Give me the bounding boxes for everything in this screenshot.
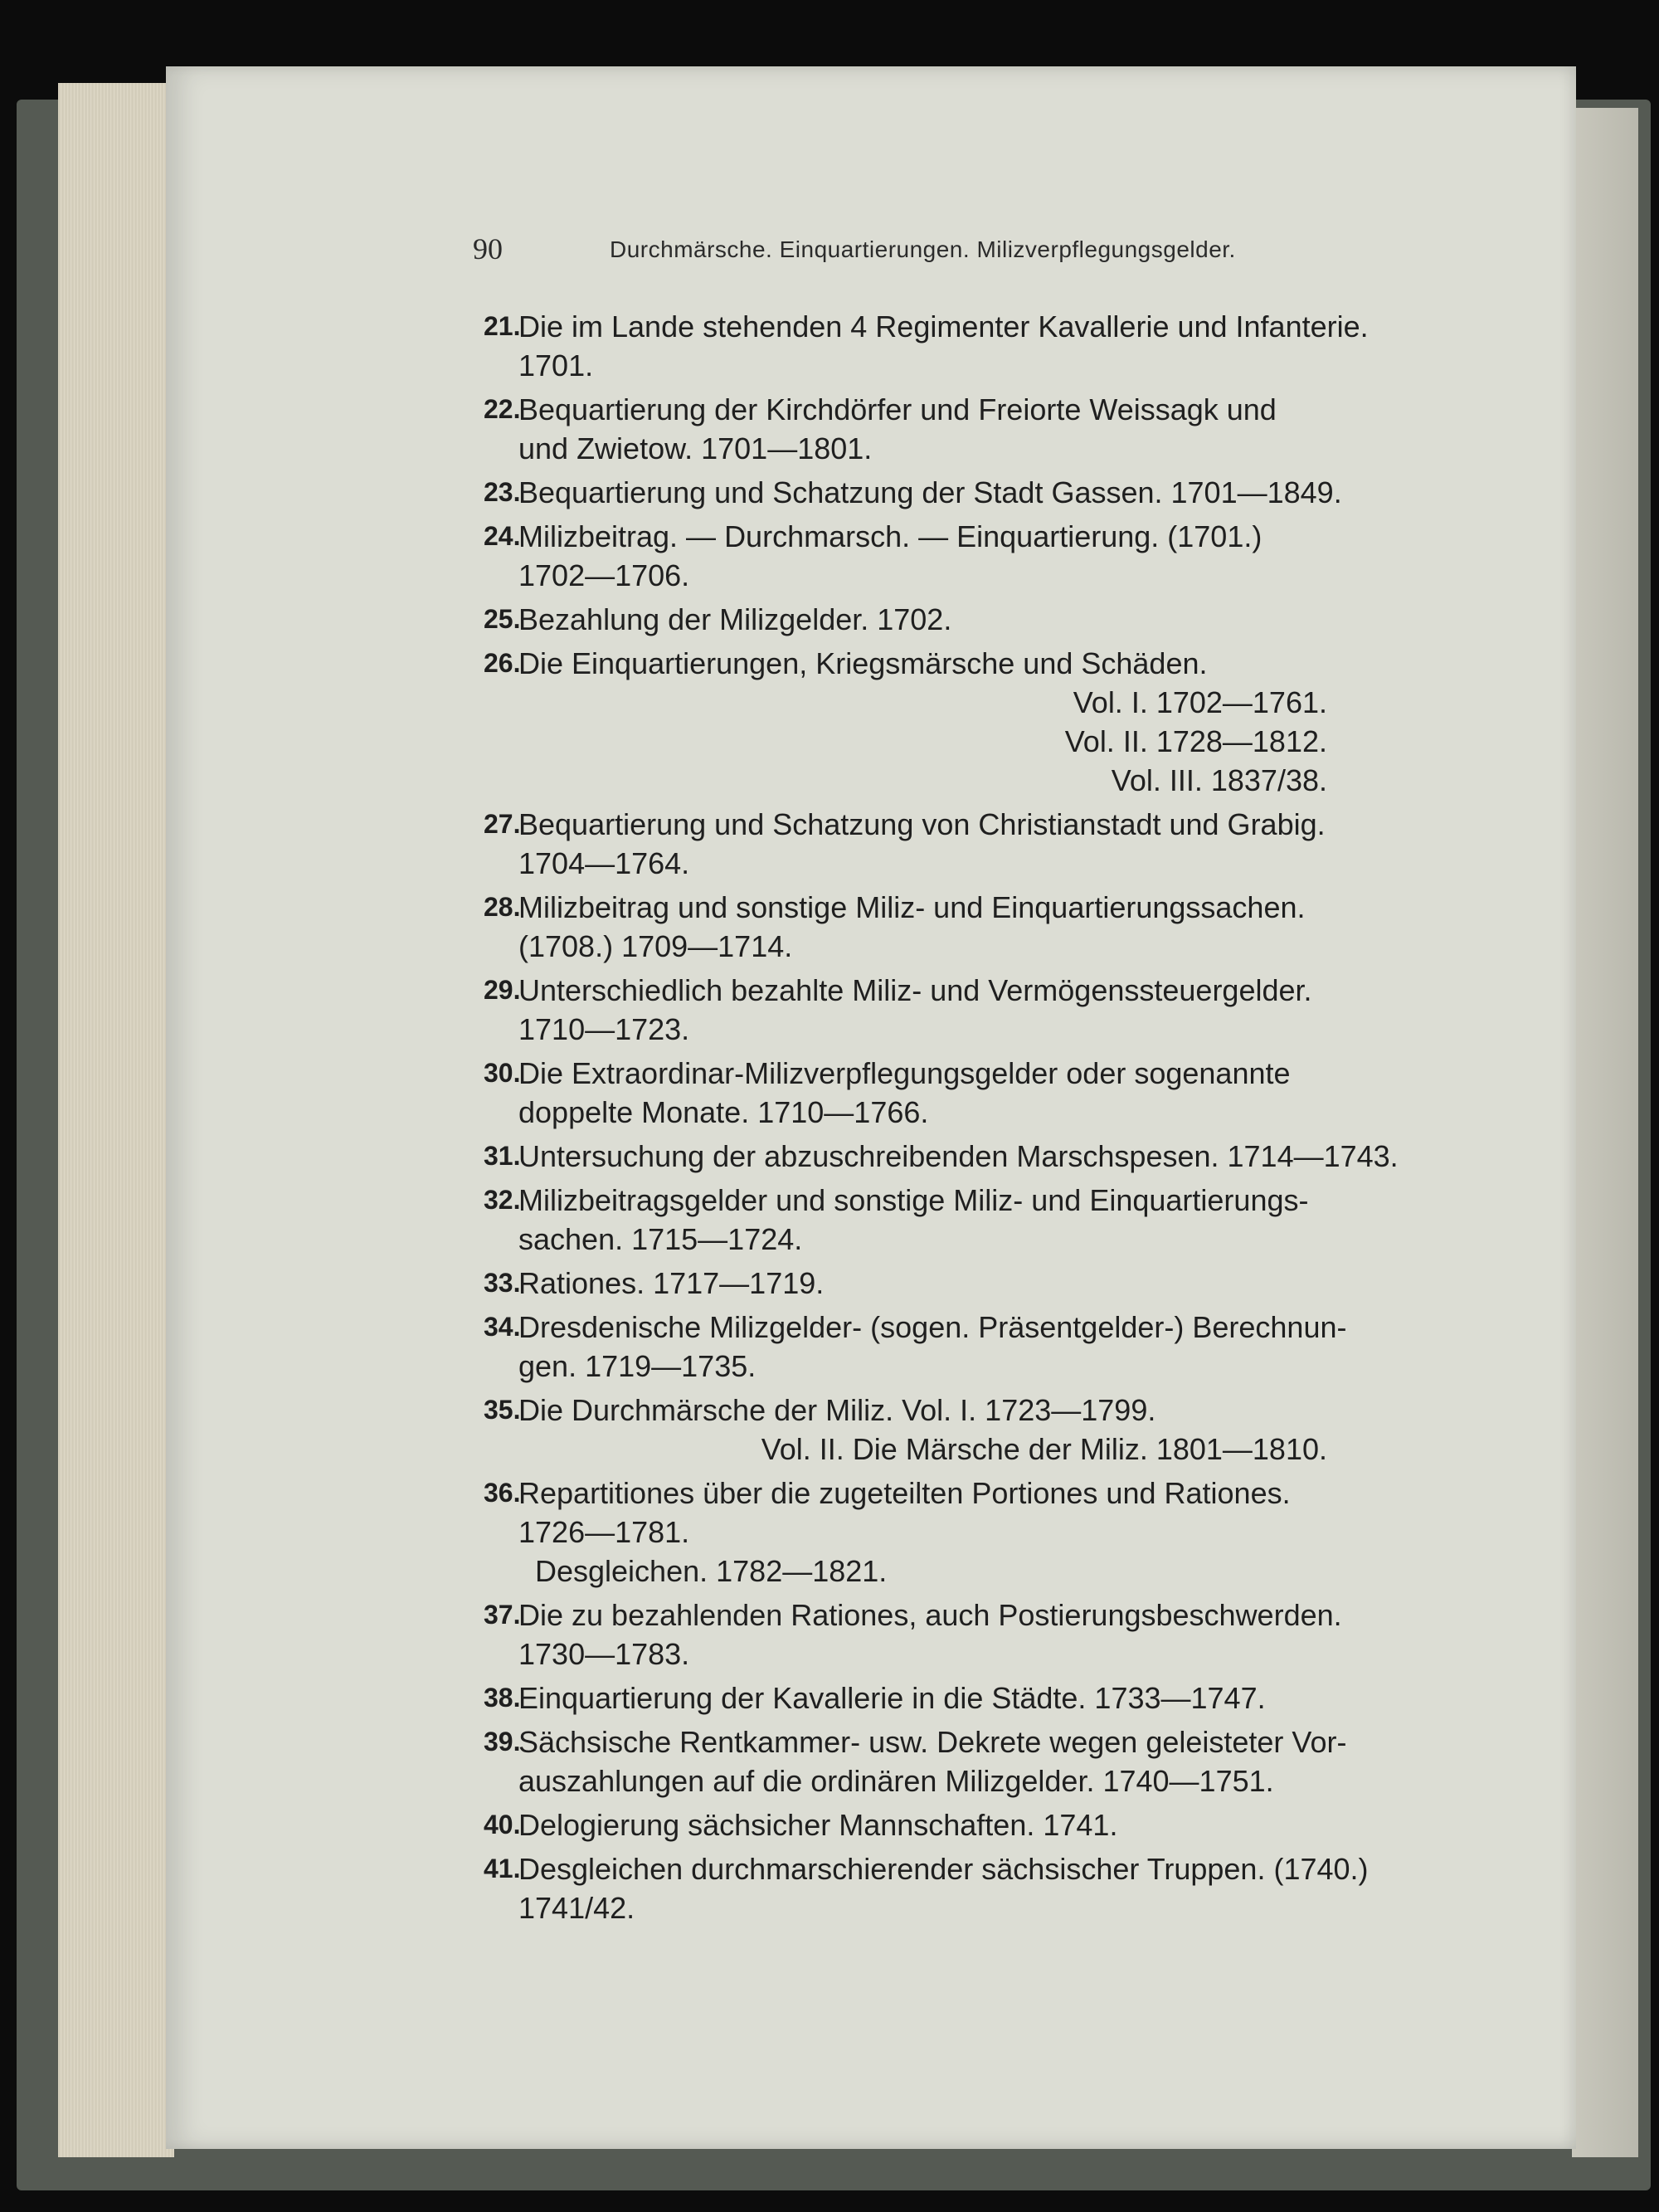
entry-number: 34. (484, 1312, 521, 1342)
list-item (485, 971, 1489, 1049)
entry-number: 31. (484, 1141, 521, 1171)
list-item (485, 1805, 1489, 1844)
entry-line: Bezahlung der Milizgelder. 1702. (518, 602, 952, 636)
entry-number: 37. (484, 1600, 521, 1630)
entry-number: 28. (484, 892, 521, 922)
list-item (485, 1722, 1489, 1800)
entry-number: 26. (484, 648, 521, 678)
list-item (485, 307, 1489, 385)
entry-line: 1710—1723. (518, 1012, 690, 1046)
entry-line: und Zwietow. 1701—1801. (518, 431, 873, 465)
entry-volume-line: Vol. I. 1702—1761. (1073, 685, 1327, 719)
entry-line: doppelte Monate. 1710—1766. (518, 1095, 929, 1129)
list-item (485, 805, 1489, 883)
entry-line: Die Einquartierungen, Kriegsmärsche und Schäden. (518, 646, 1208, 680)
entry-line: Bequartierung und Schatzung von Christianstadt und Grabig. (518, 807, 1326, 841)
entry-number: 29. (484, 975, 521, 1005)
entry-line: 1702—1706. (518, 558, 690, 592)
entry-line: sachen. 1715—1724. (518, 1222, 803, 1256)
list-item (485, 1596, 1489, 1674)
entry-number: 39. (484, 1727, 521, 1756)
list-item (485, 644, 1489, 800)
entry-line: Die zu bezahlenden Rationes, auch Postierungsbeschwerden. (518, 1598, 1342, 1632)
entry-number: 22. (484, 394, 521, 424)
entry-line: Bequartierung der Kirchdörfer und Freiorte Weissagk und (518, 392, 1277, 426)
list-item (485, 1474, 1489, 1591)
entry-line: Rationes. 1717—1719. (518, 1266, 825, 1300)
facing-page-edge (1572, 108, 1638, 2157)
entry-volume-line: Vol. II. 1728—1812. (1064, 724, 1327, 758)
entry-line: Delogierung sächsicher Mannschaften. 1741. (518, 1808, 1118, 1842)
list-item (485, 1264, 1489, 1303)
list-item (485, 473, 1489, 512)
entry-line: Die Durchmärsche der Miliz. Vol. I. 1723—1799. (518, 1393, 1156, 1427)
entry-line: Einquartierung der Kavallerie in die Städte. 1733—1747. (518, 1681, 1266, 1715)
list-item (485, 1137, 1489, 1176)
list-item (485, 517, 1489, 595)
entry-line: 1701. (518, 348, 594, 382)
list-item (485, 1391, 1489, 1469)
entry-line: 1704—1764. (518, 846, 690, 880)
entry-number: 40. (484, 1810, 521, 1839)
list-item (485, 390, 1489, 468)
entry-line: Milizbeitrag. — Durchmarsch. — Einquartierung. (1701.) (518, 519, 1262, 553)
entry-number: 32. (484, 1185, 521, 1215)
entry-number: 35. (484, 1395, 521, 1425)
entry-line: auszahlungen auf die ordinären Milizgelder. 1740—1751. (518, 1764, 1274, 1798)
entry-line: Die im Lande stehenden 4 Regimenter Kavallerie und Infanterie. (518, 309, 1369, 343)
entry-line: Die Extraordinar-Milizverpflegungsgelder oder sogenannte (518, 1056, 1291, 1090)
entry-line: (1708.) 1709—1714. (518, 929, 793, 963)
entry-line: 1726—1781. (518, 1515, 690, 1549)
entry-line: Untersuchung der abzuschreibenden Marschspesen. 1714—1743. (518, 1139, 1399, 1173)
running-title: Durchmärsche. Einquartierungen. Milizverpflegungsgelder. (610, 236, 1236, 262)
list-item (485, 1678, 1489, 1717)
entry-number: 27. (484, 809, 521, 839)
entry-list (485, 307, 1489, 1932)
list-item (485, 1054, 1489, 1132)
entry-number: 30. (484, 1058, 521, 1088)
list-item (485, 888, 1489, 966)
entry-number: 25. (484, 604, 521, 634)
page-number: 90 (473, 232, 503, 266)
entry-number: 38. (484, 1683, 521, 1713)
list-item (485, 1849, 1489, 1927)
entry-line: Desgleichen durchmarschierender sächsischer Truppen. (1740.) (518, 1852, 1369, 1886)
entry-number: 33. (484, 1268, 521, 1298)
list-item (485, 600, 1489, 639)
entry-number: 41. (484, 1854, 521, 1883)
list-item (485, 1308, 1489, 1386)
entry-line: Milizbeitrag und sonstige Miliz- und Einquartierungssachen. (518, 890, 1306, 924)
entry-number: 36. (484, 1478, 521, 1508)
entry-line: 1741/42. (518, 1891, 635, 1925)
page-block-edge (58, 83, 174, 2157)
entry-extra-line: Desgleichen. 1782—1821. (535, 1554, 888, 1588)
entry-line: Repartitiones über die zugeteilten Portiones und Rationes. (518, 1476, 1291, 1510)
entry-volume-line: Vol. II. Die Märsche der Miliz. 1801—1810. (761, 1432, 1327, 1466)
list-item (485, 1181, 1489, 1259)
entry-line: gen. 1719—1735. (518, 1349, 757, 1383)
entry-line: 1730—1783. (518, 1637, 690, 1671)
entry-line: Bequartierung und Schatzung der Stadt Gassen. 1701—1849. (518, 475, 1342, 509)
entry-number: 24. (484, 521, 521, 551)
entry-line: Dresdenische Milizgelder- (sogen. Präsentgelder-) Berechnun- (518, 1310, 1347, 1344)
entry-line: Sächsische Rentkammer- usw. Dekrete wegen geleisteter Vor- (518, 1725, 1347, 1759)
entry-volume-line: Vol. III. 1837/38. (1111, 763, 1327, 797)
entry-number: 23. (484, 477, 521, 507)
entry-line: Milizbeitragsgelder und sonstige Miliz- und Einquartierungs- (518, 1183, 1309, 1217)
entry-line: Unterschiedlich bezahlte Miliz- und Vermögenssteuergelder. (518, 973, 1312, 1007)
entry-number: 21. (484, 311, 521, 341)
